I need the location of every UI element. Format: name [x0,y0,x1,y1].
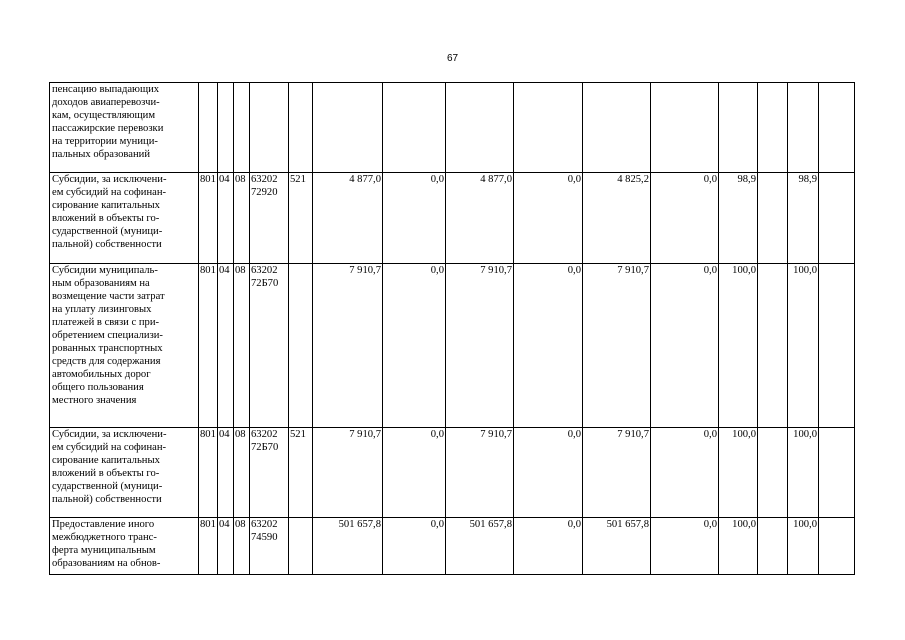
value-cell: 0,0 [514,173,583,264]
empty-cell [758,518,788,575]
subsection-cell: 08 [234,428,250,518]
value-cell: 7 910,7 [446,428,514,518]
value-cell: 0,0 [514,264,583,428]
page-number: 67 [446,53,459,64]
value-cell: 7 910,7 [446,264,514,428]
grbs-cell: 801 [199,264,218,428]
table-row [50,428,855,518]
value-cell: 0,0 [651,264,719,428]
subsection-cell: 08 [234,264,250,428]
empty-cell [819,264,855,428]
row-name-cell: Субсидии, за исключени- ем субсидий на софинан- сирование капитальных вложений в объекты го- сударственной (муници- пальной) собственности [50,173,199,264]
value-cell [446,83,514,173]
value-cell: 4 877,0 [446,173,514,264]
empty-cell [758,173,788,264]
value-cell: 0,0 [383,264,446,428]
value-cell: 7 910,7 [583,264,651,428]
empty-cell [819,173,855,264]
empty-cell [819,83,855,173]
table-row [50,173,855,264]
section-cell: 04 [218,428,234,518]
section-cell: 04 [218,173,234,264]
value-cell: 501 657,8 [583,518,651,575]
grbs-cell [199,83,218,173]
table-row [50,264,855,428]
value-cell: 4 877,0 [313,173,383,264]
empty-cell [819,518,855,575]
value-cell: 7 910,7 [313,428,383,518]
value-cell: 501 657,8 [446,518,514,575]
percent-cell: 100,0 [719,428,758,518]
row-name-cell: Предоставление иного межбюджетного транс- ферта муниципальным образованиям на обнов- [50,518,199,575]
subsection-cell: 08 [234,173,250,264]
subsection-cell [234,83,250,173]
value-cell: 0,0 [651,428,719,518]
value-cell [383,83,446,173]
row-name-cell: Субсидии, за исключени- ем субсидий на софинан- сирование капитальных вложений в объекты го- сударственной (муници- пальной) собственности [50,428,199,518]
expense-type-cell: 521 [289,428,313,518]
percent-cell: 100,0 [719,264,758,428]
target-article-cell: 63202 74590 [250,518,289,575]
target-article-cell: 63202 72Б70 [250,428,289,518]
expense-type-cell [289,518,313,575]
target-article-cell: 63202 72920 [250,173,289,264]
value-cell: 0,0 [383,518,446,575]
row-name-cell: пенсацию выпадающих доходов авиаперевозчи- кам, осуществляющим пассажирские перевозки на территории муници- пальных образований [50,83,199,173]
value-cell: 501 657,8 [313,518,383,575]
value-cell: 0,0 [651,173,719,264]
value-cell: 0,0 [514,428,583,518]
percent-cell: 98,9 [788,173,819,264]
subsection-cell: 08 [234,518,250,575]
grbs-cell: 801 [199,173,218,264]
percent-cell [719,83,758,173]
value-cell [651,83,719,173]
percent-cell: 100,0 [719,518,758,575]
empty-cell [758,264,788,428]
table-row [50,83,855,173]
value-cell: 7 910,7 [313,264,383,428]
empty-cell [819,428,855,518]
value-cell: 0,0 [383,173,446,264]
expense-type-cell: 521 [289,173,313,264]
value-cell: 0,0 [514,518,583,575]
budget-table [49,82,855,575]
value-cell: 0,0 [383,428,446,518]
percent-cell: 100,0 [788,264,819,428]
target-article-cell: 63202 72Б70 [250,264,289,428]
target-article-cell [250,83,289,173]
grbs-cell: 801 [199,518,218,575]
empty-cell [758,83,788,173]
expense-type-cell [289,83,313,173]
value-cell: 4 825,2 [583,173,651,264]
table-row [50,518,855,575]
expense-type-cell [289,264,313,428]
value-cell [583,83,651,173]
section-cell: 04 [218,518,234,575]
percent-cell: 100,0 [788,518,819,575]
empty-cell [758,428,788,518]
value-cell: 0,0 [651,518,719,575]
value-cell [514,83,583,173]
grbs-cell: 801 [199,428,218,518]
section-cell [218,83,234,173]
row-name-cell: Субсидии муниципаль- ным образованиям на возмещение части затрат на уплату лизинговых платежей в связи с при- обретением специализи- рованных транспортных средств для содержания автомобильных дорог общего пользования местного значения [50,264,199,428]
value-cell [313,83,383,173]
percent-cell: 98,9 [719,173,758,264]
percent-cell: 100,0 [788,428,819,518]
percent-cell [788,83,819,173]
section-cell: 04 [218,264,234,428]
value-cell: 7 910,7 [583,428,651,518]
